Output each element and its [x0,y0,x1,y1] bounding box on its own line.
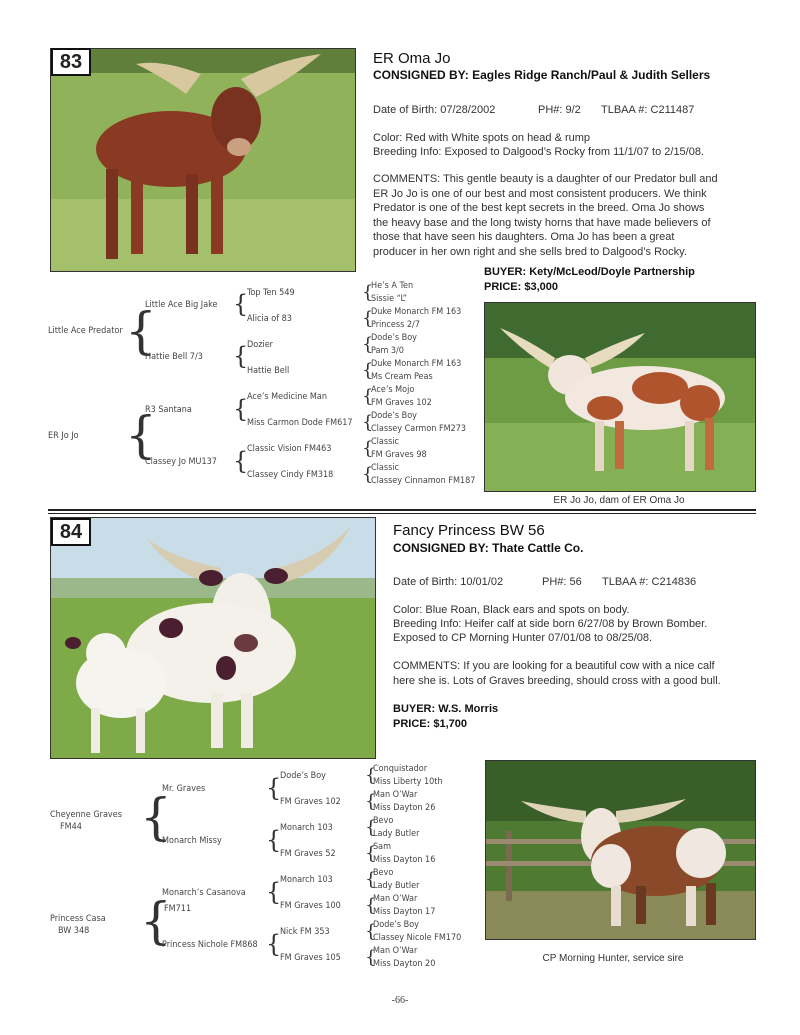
lot-84-comments [393,659,763,688]
ped-84-g2: Princess Nichole FM868 [162,940,258,950]
brace: { [266,878,282,906]
ped-84-g3: FM Graves 105 [280,953,341,963]
lot-83-photo [50,48,356,272]
brace: { [365,947,377,968]
brace: { [362,282,374,303]
lot-83-number-badge: 83 [51,48,91,76]
ped-84-g2: Monarch’s Casanova [162,888,246,898]
ped-83-g3: Miss Carmon Dode FM617 [247,418,353,428]
lot-84-dob: Date of Birth: 10/01/02 [393,576,504,588]
brace: { [266,826,282,854]
ped-83-g3: Classey Cindy FM318 [247,470,334,480]
brace: { [365,791,377,812]
comment-line: COMMENTS: This gentle beauty is a daughter of our Predator bull and [373,173,718,185]
ped-84-g3: FM Graves 100 [280,901,341,911]
brace: { [266,930,282,958]
ped-83-g4: Ms Cream Peas [371,372,433,382]
ped-84-g4: Lady Butler [373,829,420,839]
brace: { [362,386,374,407]
ped-83-g1: Little Ace Predator [48,326,123,336]
brace: { [362,360,374,381]
ped-84-g4: Miss Dayton 17 [373,907,436,917]
ped-84-g4: Miss Liberty 10th [373,777,443,787]
ped-84-g3: Monarch 103 [280,875,333,885]
comment-line: the heavy base and the long twisty horns that have made believers of [373,216,711,229]
brace: { [365,895,377,916]
brace: { [125,302,157,360]
lot-83-breeding: Breeding Info: Exposed to Dalgood’s Rocky from 11/1/07 to 2/15/08. [373,146,705,158]
ped-83-g3: Alicia of 83 [247,314,292,324]
ped-83-g4: Classey Cinnamon FM187 [371,476,476,486]
ped-84-g4: Bevo [373,816,394,826]
brace: { [140,788,172,846]
ped-83-g3: Hattie Bell [247,366,290,376]
ped-84-g1: BW 348 [58,926,90,936]
brace: { [140,892,172,950]
brace: { [362,334,374,355]
ped-84-g4: Classey Nicole FM170 [373,933,462,943]
lot-83-price: PRICE: $3,000 [484,281,558,293]
ped-84-g4: Man O’War [373,790,418,800]
ped-84-g4: Lady Butler [373,881,420,891]
ped-84-g1: Princess Casa [50,914,106,924]
ped-83-g3: Classic Vision FM463 [247,444,332,454]
ped-83-g4: Classic [371,437,400,447]
brace: { [362,438,374,459]
lot-84-name: Fancy Princess BW 56 [393,522,545,539]
ped-83-g4: Sissie “L” [371,294,407,304]
lot-84-buyer: BUYER: W.S. Morris [393,703,499,715]
brace: { [362,308,374,329]
lot-83-consigned-by: CONSIGNED BY: Eagles Ridge Ranch/Paul & Judith Sellers [373,68,711,82]
ped-83-g4: Pam 3/0 [371,346,404,356]
brace: { [362,412,374,433]
ped-83-g4: FM Graves 98 [371,450,427,460]
brace: { [365,843,377,864]
lot-84-tlbaa: TLBAA #: C214836 [602,576,697,588]
brace: { [233,290,249,318]
lot-83-name: ER Oma Jo [373,50,451,67]
lot-84-breeding-2: Exposed to CP Morning Hunter 07/01/08 to 08/25/08. [393,632,653,644]
lot-84-color: Color: Blue Roan, Black ears and spots on body. [393,604,630,616]
ped-83-g4: He’s A Ten [371,281,414,291]
lot-83-tlbaa: TLBAA #: C211487 [601,104,695,116]
lot-83-buyer: BUYER: Kety/McLeod/Doyle Partnership [484,266,695,278]
brace: { [362,464,374,485]
ped-83-g4: Dode’s Boy [371,333,417,343]
comment-line: COMMENTS: If you are looking for a beautiful cow with a nice calf [393,660,715,672]
ped-83-g4: Dode’s Boy [371,411,417,421]
ped-84-g4: Miss Dayton 26 [373,803,436,813]
lot-83-ph: PH#: 9/2 [538,104,581,116]
lot-84-caption: CP Morning Hunter, service sire [542,953,684,964]
ped-84-g1: FM44 [60,822,82,832]
ped-84-g3: Monarch 103 [280,823,333,833]
comment-line: ER Jo Jo is one of our best and most consistent producers. We think [373,187,707,200]
ped-83-g3: Ace’s Medicine Man [247,392,328,402]
brace: { [233,395,249,423]
lot-84-ph: PH#: 56 [542,576,582,588]
brace: { [365,921,377,942]
lot-83-caption: ER Jo Jo, dam of ER Oma Jo [553,495,685,506]
comment-line: here she is. Lots of Graves breeding, should cross with a good bull. [393,674,721,687]
section-divider [48,513,756,514]
brace: { [125,406,157,464]
brace: { [365,765,377,786]
ped-83-g3: Top Ten 549 [247,288,295,298]
ped-83-g4: Princess 2/7 [371,320,420,330]
ped-84-g4: Man O’War [373,946,418,956]
ped-84-g4: Bevo [373,868,394,878]
brace: { [266,774,282,802]
ped-83-g4: Duke Monarch FM 163 [371,359,462,369]
lot-83-color: Color: Red with White spots on head & rump [373,132,591,144]
ped-84-g3: Dode’s Boy [280,771,326,781]
ped-84-g2: Monarch Missy [162,836,222,846]
ped-83-g2: Classey Jo MU137 [145,457,217,467]
comment-line: producer in her own right and she sells bred to Dalgood’s Rocky. [373,245,687,258]
ped-83-g4: Classey Carmon FM273 [371,424,467,434]
brace: { [365,869,377,890]
ped-84-g4: Miss Dayton 16 [373,855,436,865]
brace: { [233,447,249,475]
section-divider [48,509,756,511]
lot-83-comments [373,172,758,259]
ped-83-g1: ER Jo Jo [48,431,79,441]
ped-84-g4: Miss Dayton 20 [373,959,436,969]
ped-84-g1: Cheyenne Graves [50,810,122,820]
ped-84-g4: Man O’War [373,894,418,904]
brace: { [233,342,249,370]
ped-84-g3: FM Graves 52 [280,849,336,859]
lot-83-dob: Date of Birth: 07/28/2002 [373,104,496,116]
lot-84-photo [50,517,376,759]
ped-83-g3: Dozier [247,340,273,350]
lot-84-consigned-by: CONSIGNED BY: Thate Cattle Co. [393,541,584,555]
ped-83-g4: Classic [371,463,400,473]
lot-83-dam-photo [484,302,756,492]
ped-84-g4: Sam [373,842,391,852]
ped-83-g4: FM Graves 102 [371,398,432,408]
ped-84-g2: Mr. Graves [162,784,206,794]
ped-83-g2: Little Ace Big Jake [145,300,218,310]
ped-84-g3: FM Graves 102 [280,797,341,807]
lot-84-sire-photo [485,760,756,940]
ped-84-g4: Conquistador [373,764,428,774]
ped-83-g2: R3 Santana [145,405,192,415]
ped-83-g2: Hattie Bell 7/3 [145,352,203,362]
ped-84-g3: Nick FM 353 [280,927,330,937]
lot-84-number-badge: 84 [51,518,91,546]
ped-83-g4: Duke Monarch FM 163 [371,307,462,317]
comment-line: Predator is one of the best kept secrets in the breed. Oma Jo shows [373,202,705,214]
comment-line: those that have seen his daughters. Oma Jo has been a great [373,231,675,243]
lot-84-breeding: Breeding Info: Heifer calf at side born 6/27/08 by Brown Bomber. [393,618,708,630]
ped-84-g4: Dode’s Boy [373,920,419,930]
page-number: -66- [391,995,409,1006]
brace: { [365,817,377,838]
ped-84-g2: FM711 [164,904,192,914]
ped-83-g4: Ace’s Mojo [371,385,415,395]
lot-84-price: PRICE: $1,700 [393,718,467,730]
